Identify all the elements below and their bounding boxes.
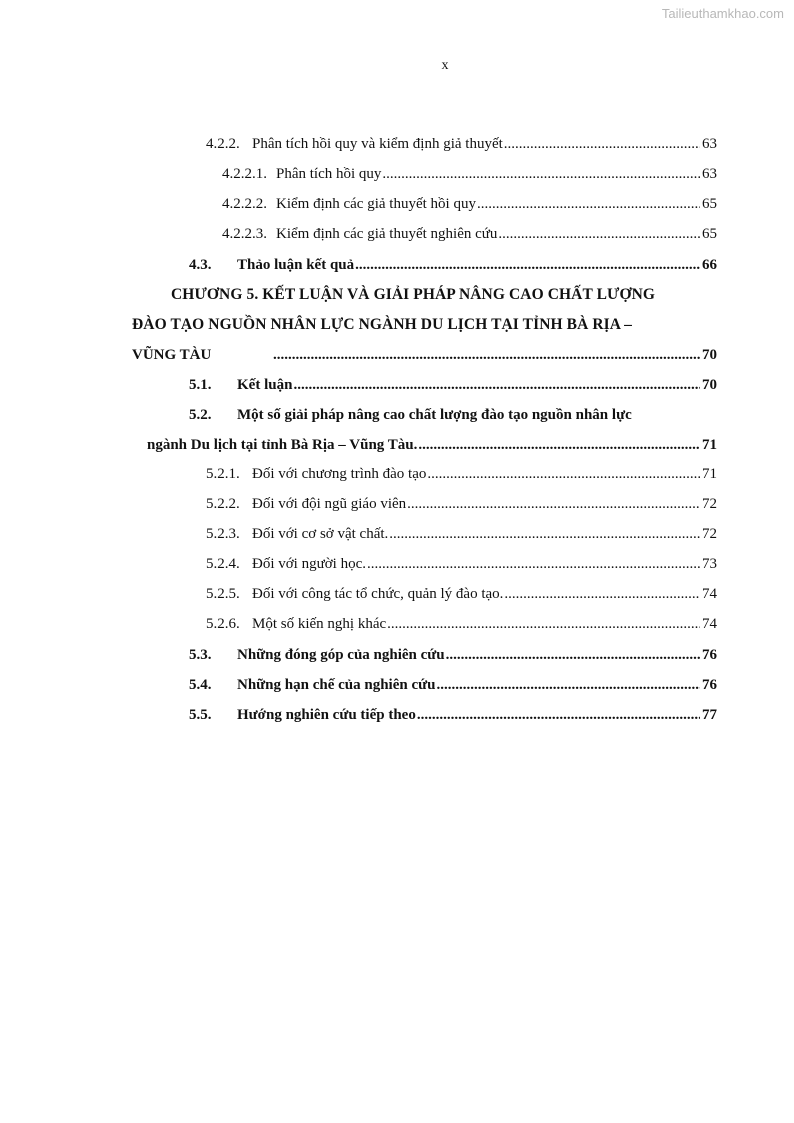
toc-entry-title: Thảo luận kết quả [237,257,355,273]
toc-entry-page: 72 [702,496,717,512]
toc-entry-page: 77 [702,707,717,723]
toc-entry-5-3[interactable] [189,646,717,664]
dot-leader [427,465,700,483]
toc-entry-page: 70 [702,377,717,393]
toc-entry-5-2-line2[interactable] [147,436,717,454]
chapter5-title-line1[interactable]: CHƯƠNG 5. KẾT LUẬN VÀ GIẢI PHÁP NÂNG CAO CHẤT LƯỢNG [171,286,656,303]
toc-entry-5-2-5[interactable] [206,585,717,603]
toc-entry-title: Phân tích hồi quy [276,166,382,182]
chapter5-title-line2[interactable]: ĐÀO TẠO NGUỒN NHÂN LỰC NGÀNH DU LỊCH TẠI TỈNH BÀ RỊA – [132,316,633,333]
toc-entry-page: 71 [702,466,717,482]
toc-entry-title-cont: ngành Du lịch tại tỉnh Bà Rịa – Vũng Tàu. [147,437,418,453]
toc-entry-number: 5.2.6. [206,616,240,632]
toc-entry-4-3[interactable] [189,256,717,274]
toc-entry-page: 66 [702,257,717,273]
toc-entry-page: 74 [702,586,717,602]
toc-entry-title: Những đóng góp của nghiên cứu [237,647,445,663]
toc-entry-title: Đối với chương trình đào tạo [252,466,427,482]
toc-entry-5-2-3[interactable] [206,525,717,543]
toc-entry-number: 5.3. [189,647,212,663]
toc-entry-title: VŨNG TÀU [132,347,212,363]
toc-entry-number: 4.3. [189,257,212,273]
toc-entry-title: Kiểm định các giả thuyết hồi quy [276,196,476,212]
toc-entry-4-2-2-2[interactable] [222,195,717,213]
toc-entry-number: 4.2.2.1. [222,166,267,182]
dot-leader [417,706,700,724]
toc-entry-number: 5.2. [189,407,212,423]
toc-entry-title: Hướng nghiên cứu tiếp theo [237,707,416,723]
toc-entry-4-2-2-3[interactable] [222,225,717,243]
toc-entry-4-2-2[interactable] [206,135,717,153]
dot-leader [446,646,700,664]
dot-leader [504,585,700,603]
toc-entry-chapter5[interactable] [132,346,717,364]
toc-entry-title: Đối với cơ sở vật chất. [252,526,389,542]
dot-leader [498,225,700,243]
toc-entry-number: 5.1. [189,377,212,393]
toc-entry-5-2-2[interactable] [206,495,717,513]
dot-leader [418,436,700,454]
dot-leader [436,676,700,694]
watermark: Tailieuthamkhao.com [661,6,784,21]
toc-entry-page: 70 [702,347,717,363]
toc-entry-page: 65 [702,196,717,212]
toc-entry-number: 4.2.2.3. [222,226,267,242]
dot-leader [273,346,700,364]
toc-entry-4-2-2-1[interactable] [222,165,717,183]
toc-entry-page: 65 [702,226,717,242]
toc-entry-title: Đối với người học. [252,556,366,572]
toc-entry-title: Những hạn chế của nghiên cứu [237,677,436,693]
dot-leader [407,495,700,513]
toc-entry-5-4[interactable] [189,676,717,694]
page-number: x [441,58,449,73]
toc-entry-number: 4.2.2. [206,136,240,152]
toc-entry-title: Kết luận [237,377,293,393]
toc-entry-title: Một số giải pháp nâng cao chất lượng đào tạo nguồn nhân lực [237,407,632,423]
toc-entry-page: 76 [702,647,717,663]
toc-entry-title: Đối với công tác tổ chức, quản lý đào tạo. [252,586,504,602]
dot-leader [389,525,700,543]
toc-entry-title: Một số kiến nghị khác [252,616,387,632]
toc-entry-number: 5.5. [189,707,212,723]
toc-entry-page: 76 [702,677,717,693]
toc-entry-page: 74 [702,616,717,632]
toc-entry-5-2-1[interactable] [206,465,717,483]
toc-entry-5-2-line1[interactable] [189,406,632,424]
dot-leader [504,135,700,153]
dot-leader [293,376,700,394]
toc-entry-number: 5.2.3. [206,526,240,542]
toc-entry-number: 5.4. [189,677,212,693]
toc-entry-title: Kiểm định các giả thuyết nghiên cứu [276,226,498,242]
toc-entry-5-5[interactable] [189,706,717,724]
toc-entry-page: 72 [702,526,717,542]
dot-leader [477,195,700,213]
dot-leader [382,165,700,183]
toc-entry-number: 5.2.5. [206,586,240,602]
toc-entry-5-2-6[interactable] [206,615,717,633]
toc-entry-page: 73 [702,556,717,572]
toc-entry-page: 63 [702,136,717,152]
toc-entry-title: Phân tích hồi quy và kiểm định giả thuyết [252,136,503,152]
toc-entry-number: 5.2.4. [206,556,240,572]
dot-leader [367,555,700,573]
toc-entry-page: 63 [702,166,717,182]
toc-entry-title: Đối với đội ngũ giáo viên [252,496,407,512]
dot-leader [387,615,700,633]
toc-entry-number: 4.2.2.2. [222,196,267,212]
toc-entry-number: 5.2.1. [206,466,240,482]
toc-entry-5-1[interactable] [189,376,717,394]
toc-entry-number: 5.2.2. [206,496,240,512]
toc-entry-page: 71 [702,437,717,453]
toc-entry-5-2-4[interactable] [206,555,717,573]
dot-leader [355,256,700,274]
